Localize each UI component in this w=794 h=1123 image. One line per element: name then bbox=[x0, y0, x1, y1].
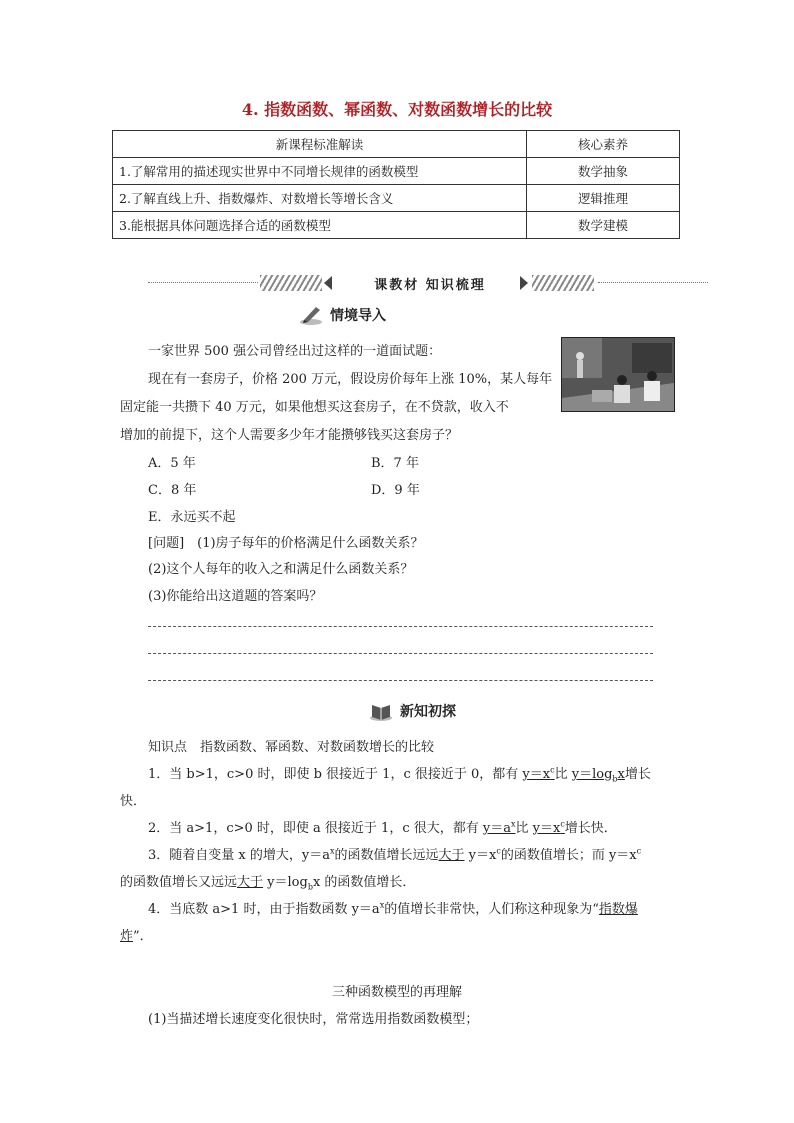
problem-text: 固定能一共攒下 40 万元，如果他想买这套房子，在不贷款，收入不 bbox=[120, 400, 509, 415]
text-span: x bbox=[329, 846, 335, 856]
text-span: c bbox=[560, 819, 565, 829]
text-span: b bbox=[307, 882, 313, 892]
problem-text: 现在有一套房子，价格 200 万元，假设房价每年上涨 10%，某人每年 bbox=[148, 372, 553, 387]
table-cell: 数学建模 bbox=[527, 212, 680, 239]
option-text: E．永远买不起 bbox=[148, 510, 236, 525]
table-cell: 3.能根据具体问题选择合适的函数模型 bbox=[113, 212, 527, 239]
text-span: b bbox=[612, 774, 618, 784]
option-text: A．5 年 bbox=[148, 456, 196, 471]
answer-blank bbox=[572, 767, 625, 782]
banner-hatch bbox=[260, 275, 322, 291]
text-span: y＝x bbox=[532, 821, 561, 836]
text-span: 3．随着自变量 x 的增大，y＝a bbox=[148, 848, 330, 863]
answer-line bbox=[148, 653, 653, 654]
knowledge-item bbox=[148, 898, 638, 917]
answer-line bbox=[148, 680, 653, 681]
subsection-title: 三种函数模型的再理解 bbox=[331, 985, 462, 1000]
section-title: 情境导入 bbox=[330, 308, 386, 324]
section-title: 新知初探 bbox=[400, 704, 456, 720]
banner-hatch bbox=[532, 275, 594, 291]
text-span: c bbox=[496, 846, 501, 856]
table-row bbox=[113, 158, 680, 185]
text-span: 的函数值增长；而 y＝x bbox=[500, 848, 637, 863]
knowledge-item bbox=[120, 925, 153, 944]
table-cell: 2.了解直线上升、指数爆炸、对数增长等增长含义 bbox=[113, 185, 527, 212]
text-span: 1．当 bbox=[148, 767, 187, 782]
knowledge-item bbox=[148, 763, 651, 784]
text-span: 的值增长非常快，人们称这种现象为“ bbox=[384, 902, 599, 917]
banner-dotted-line bbox=[148, 282, 258, 283]
text-span: 比 bbox=[515, 821, 533, 836]
text-span: 增长 bbox=[624, 767, 651, 782]
problem-text: 增加的前提下，这个人需要多少年才能攒够钱买这套房子？ bbox=[120, 428, 459, 443]
text-span: 2．当 a>1，c>0 时，即使 a 很接近于 1，c 很大，都有 bbox=[148, 821, 483, 836]
text-span: x bbox=[510, 819, 516, 829]
question-text: [问题] (1)房子每年的价格满足什么函数关系？ bbox=[148, 536, 424, 551]
text-span: y＝a bbox=[482, 821, 511, 836]
section-banner bbox=[148, 272, 708, 294]
banner-dotted-line bbox=[598, 282, 708, 283]
text-span: 的函数值增长远远 bbox=[334, 848, 439, 863]
text-span: y＝log bbox=[263, 875, 308, 890]
option-text: D．9 年 bbox=[371, 483, 420, 498]
option-text: B．7 年 bbox=[371, 456, 419, 471]
text-span: x bbox=[617, 767, 625, 782]
text-span: b>1，c>0 时，即使 b 很接近于 1，c 很接近于 0，都有 bbox=[186, 767, 523, 782]
body-text: (1)当描述增长速度变化很快时，常常选用指数函数模型； bbox=[148, 1012, 479, 1027]
question-text: (2)这个人每年的收入之和满足什么函数关系？ bbox=[148, 562, 414, 577]
answer-line bbox=[148, 626, 653, 627]
text-span: 比 bbox=[554, 767, 572, 782]
answer-blank: 大于 bbox=[438, 848, 465, 863]
option-text: C．8 年 bbox=[148, 483, 197, 498]
section-heading-new-knowledge bbox=[368, 700, 456, 722]
standards-table bbox=[112, 130, 680, 239]
question-text: (3)你能给出这道题的答案吗？ bbox=[148, 589, 323, 604]
knowledge-item bbox=[120, 871, 415, 892]
text-span: x bbox=[379, 900, 385, 910]
photo-illustration bbox=[561, 337, 675, 412]
intro-text: 一家世界 500 强公司曾经出过这样的一道面试题： bbox=[148, 344, 442, 359]
banner-arrow-left-icon bbox=[324, 276, 332, 290]
book-icon bbox=[368, 700, 394, 722]
text-span: 4．当底数 a>1 时，由于指数函数 y＝a bbox=[148, 902, 380, 917]
table-cell: 数学抽象 bbox=[527, 158, 680, 185]
knowledge-point-title: 知识点 指数函数、幂函数、对数函数增长的比较 bbox=[148, 740, 435, 755]
knowledge-item bbox=[148, 817, 617, 836]
answer-blank: 指数爆 bbox=[598, 902, 638, 917]
text-span: ”． bbox=[133, 929, 153, 944]
answer-blank: 炸 bbox=[120, 929, 134, 944]
table-header-row bbox=[113, 131, 680, 158]
knowledge-item: 快． bbox=[120, 794, 147, 809]
answer-blank bbox=[483, 821, 516, 836]
text-span: 增长快． bbox=[564, 821, 617, 836]
text-span: y＝x bbox=[522, 767, 551, 782]
text-span: c bbox=[550, 765, 555, 775]
table-header-cell: 核心素养 bbox=[527, 131, 680, 158]
pencil-icon bbox=[298, 304, 324, 326]
table-cell: 逻辑推理 bbox=[527, 185, 680, 212]
banner-arrow-right-icon bbox=[520, 276, 528, 290]
text-span: c bbox=[636, 846, 642, 856]
page-title: 4. 指数函数、幂函数、对数函数增长的比较 bbox=[241, 100, 553, 119]
answer-blank bbox=[522, 767, 554, 782]
table-row bbox=[113, 185, 680, 212]
knowledge-item bbox=[148, 844, 641, 863]
text-span: y＝x bbox=[464, 848, 497, 863]
section-heading-situation bbox=[298, 304, 386, 326]
answer-blank bbox=[533, 821, 565, 836]
answer-blank: 大于 bbox=[237, 875, 264, 890]
text-span: y＝log bbox=[571, 767, 613, 782]
table-row bbox=[113, 212, 680, 239]
text-span: x 的函数值增长． bbox=[312, 875, 416, 890]
table-cell: 1.了解常用的描述现实世界中不同增长规律的函数模型 bbox=[113, 158, 527, 185]
text-span: 的函数值增长又远远 bbox=[120, 875, 238, 890]
banner-title: 课教材 知识梳理 bbox=[374, 278, 486, 293]
table-header-cell: 新课程标准解读 bbox=[113, 131, 527, 158]
